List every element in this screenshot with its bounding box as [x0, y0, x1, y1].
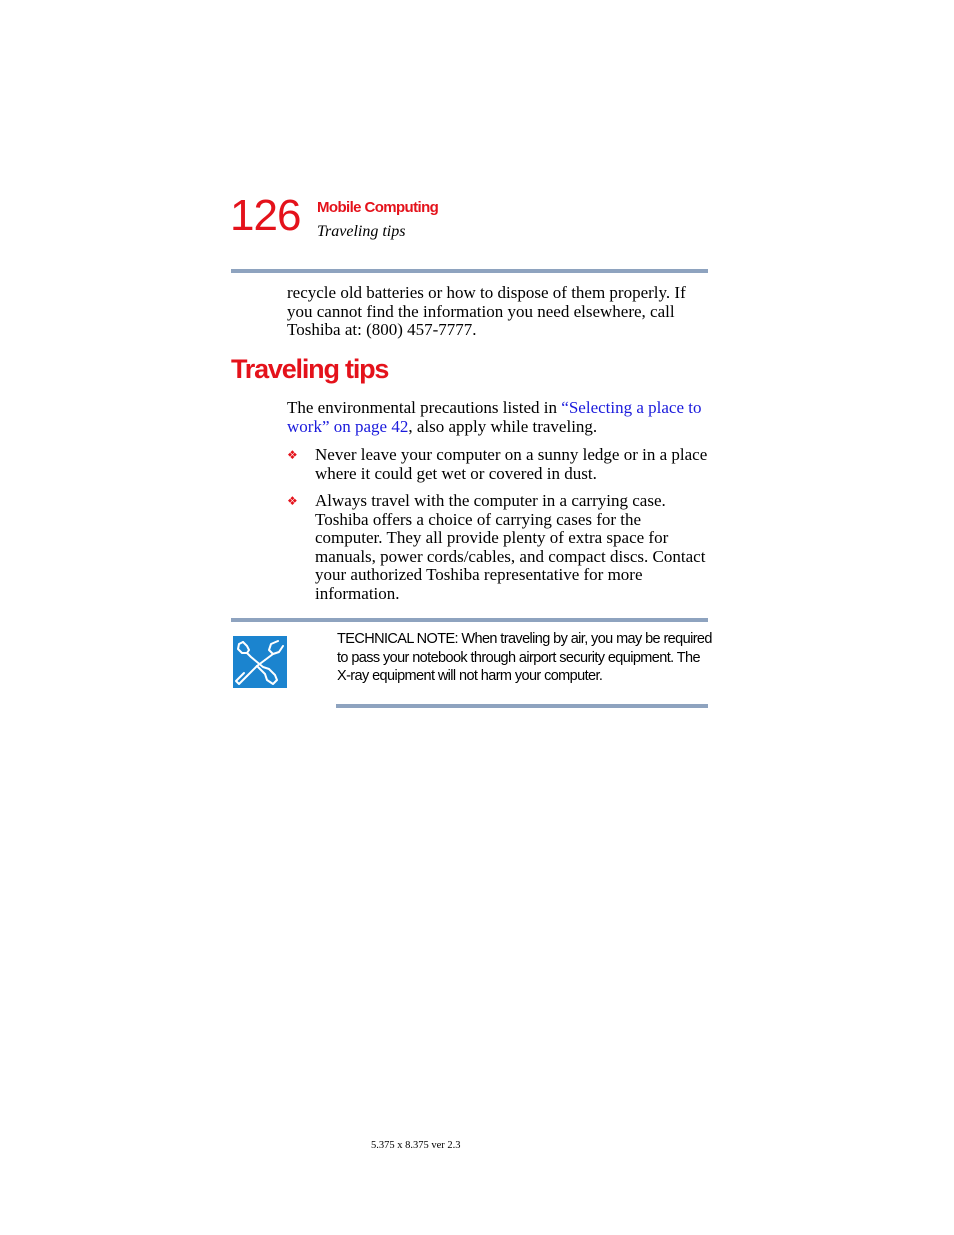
- selecting-place-link[interactable]: “Selecting a place to work” on page 42: [287, 398, 702, 436]
- intro-paragraph: recycle old batteries or how to dispose of them properly. If you cannot find the information you need elsewhere, call Toshiba at: (800) 457-7777.: [287, 283, 686, 339]
- note-top-divider: [231, 618, 708, 622]
- bullet-text: Never leave your computer on a sunny ledge or in a place where it could get wet or covered in dust.: [315, 445, 708, 483]
- header-divider: [231, 269, 708, 273]
- technical-note-text: TECHNICAL NOTE: When traveling by air, you may be required to pass your notebook through airport security equipment. The X-ray equipment will not harm your computer.: [337, 631, 712, 684]
- environment-paragraph: [287, 399, 712, 436]
- chapter-title: Mobile Computing: [317, 199, 439, 216]
- bullet-text: Always travel with the computer in a carrying case. Toshiba offers a choice of carrying cases for the computer. They all provide plenty of extra space for manuals, power cords/cables, and compact discs. Contact your authorized Toshiba representative for more information.: [315, 491, 706, 603]
- environment-text-after-link: , also apply while traveling.: [408, 416, 598, 436]
- running-section-title: Traveling tips: [317, 223, 406, 240]
- note-bottom-divider: [336, 704, 708, 708]
- footer-version: 5.375 x 8.375 ver 2.3: [371, 1140, 461, 1151]
- bullet-diamond-icon: ❖: [287, 448, 298, 462]
- page-number: 126: [230, 191, 301, 240]
- section-heading: Traveling tips: [231, 354, 389, 384]
- bullet-diamond-icon: ❖: [287, 494, 298, 508]
- environment-text-before-link: The environmental precautions listed in: [287, 398, 562, 417]
- wrench-icon: [233, 636, 287, 688]
